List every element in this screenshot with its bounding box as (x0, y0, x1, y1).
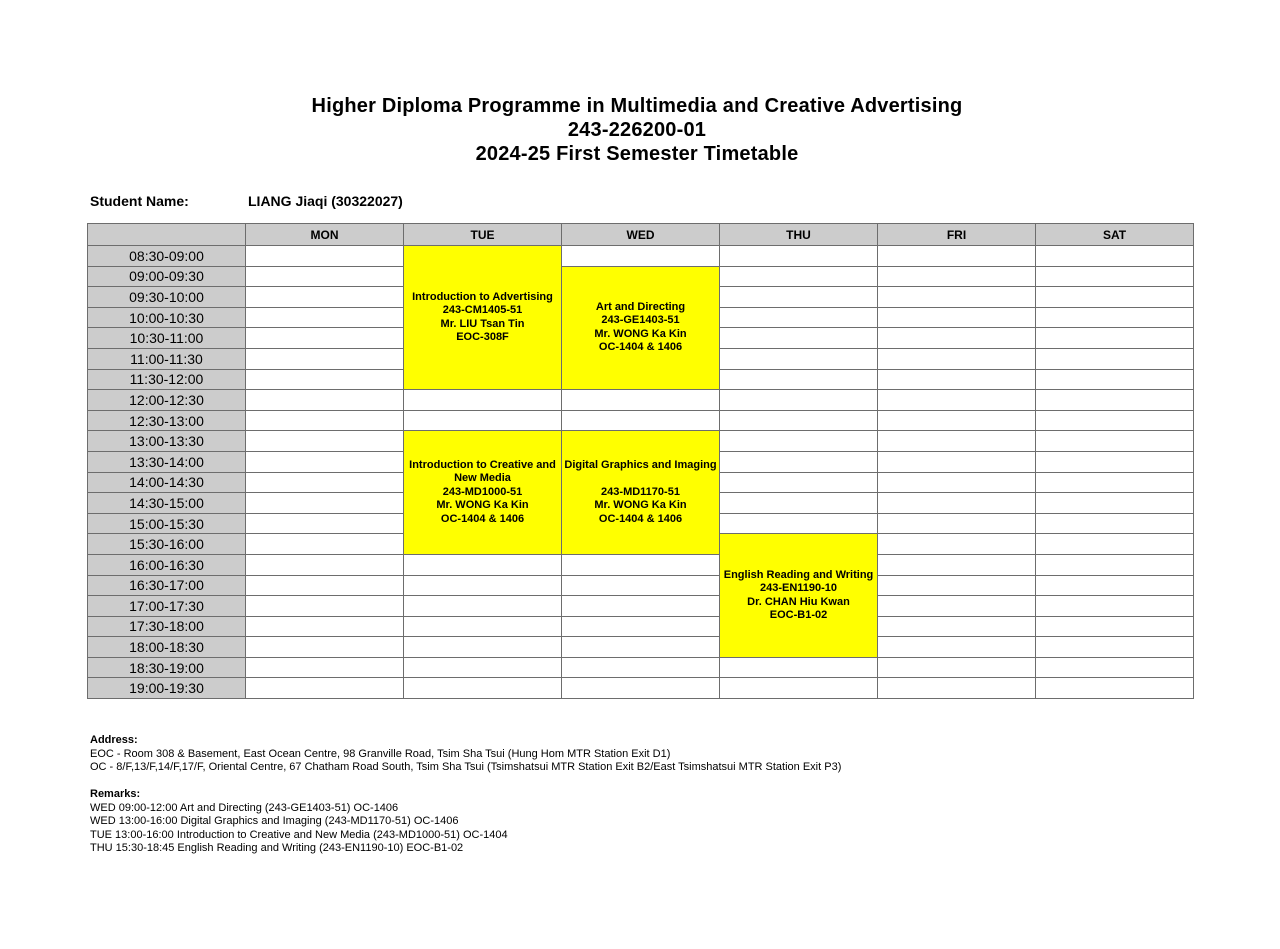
empty-slot (720, 513, 878, 534)
empty-slot (878, 266, 1036, 287)
empty-slot (562, 657, 720, 678)
empty-slot (878, 246, 1036, 267)
time-slot-label: 11:30-12:00 (88, 369, 246, 390)
day-header-fri: FRI (878, 224, 1036, 246)
empty-slot (720, 657, 878, 678)
class-detail-line: Introduction to Advertising (412, 290, 553, 303)
empty-slot (720, 287, 878, 308)
empty-slot (720, 390, 878, 411)
empty-slot (404, 616, 562, 637)
empty-slot (720, 369, 878, 390)
empty-slot (878, 554, 1036, 575)
class-detail-line: OC-1404 & 1406 (440, 512, 525, 525)
empty-slot (878, 410, 1036, 431)
empty-slot (878, 472, 1036, 493)
time-slot-label: 11:00-11:30 (88, 348, 246, 369)
time-row (88, 246, 1194, 267)
class-detail-line: Mr. WONG Ka Kin (594, 499, 687, 512)
student-name-value: LIANG Jiaqi (30322027) (248, 193, 403, 209)
empty-slot (246, 266, 404, 287)
empty-slot (562, 246, 720, 267)
empty-slot (720, 307, 878, 328)
empty-slot (720, 348, 878, 369)
empty-slot (878, 575, 1036, 596)
empty-slot (1036, 390, 1194, 411)
time-slot-label: 10:30-11:00 (88, 328, 246, 349)
empty-slot (246, 575, 404, 596)
time-slot-label: 17:30-18:00 (88, 616, 246, 637)
empty-slot (404, 678, 562, 699)
empty-slot (246, 596, 404, 617)
empty-slot (878, 513, 1036, 534)
class-block (720, 534, 878, 658)
class-block (404, 246, 562, 390)
class-block (562, 266, 720, 390)
empty-slot (878, 534, 1036, 555)
time-slot-label: 16:00-16:30 (88, 554, 246, 575)
empty-slot (404, 410, 562, 431)
time-slot-label: 08:30-09:00 (88, 246, 246, 267)
class-block (404, 431, 562, 555)
day-header-mon: MON (246, 224, 404, 246)
time-slot-label: 14:00-14:30 (88, 472, 246, 493)
empty-slot (562, 554, 720, 575)
class-detail-line (562, 472, 719, 486)
time-slot-label: 09:30-10:00 (88, 287, 246, 308)
remarks-heading: Remarks: (90, 788, 141, 800)
time-slot-label: 15:30-16:00 (88, 534, 246, 555)
class-detail-line: 243-EN1190-10 (759, 582, 838, 595)
empty-slot (1036, 493, 1194, 514)
time-slot-label: 19:00-19:30 (88, 678, 246, 699)
empty-slot (404, 657, 562, 678)
empty-slot (720, 451, 878, 472)
time-slot-label: 12:00-12:30 (88, 390, 246, 411)
class-detail-line: Mr. LIU Tsan Tin (440, 317, 525, 330)
empty-slot (1036, 246, 1194, 267)
empty-slot (404, 596, 562, 617)
empty-slot (878, 616, 1036, 637)
empty-slot (1036, 678, 1194, 699)
empty-slot (878, 596, 1036, 617)
time-slot-label: 12:30-13:00 (88, 410, 246, 431)
empty-slot (404, 554, 562, 575)
class-detail-line: Dr. CHAN Hiu Kwan (747, 595, 850, 608)
empty-slot (878, 307, 1036, 328)
time-row (88, 616, 1194, 637)
time-slot-label: 15:00-15:30 (88, 513, 246, 534)
empty-slot (1036, 472, 1194, 493)
empty-slot (404, 575, 562, 596)
empty-slot (246, 616, 404, 637)
empty-slot (1036, 616, 1194, 637)
empty-slot (720, 410, 878, 431)
remark-line: WED 09:00-12:00 Art and Directing (243-GE1403-51) OC-1406 (90, 801, 399, 814)
empty-slot (1036, 266, 1194, 287)
time-row (88, 637, 1194, 658)
empty-slot (878, 369, 1036, 390)
time-row (88, 390, 1194, 411)
address-heading: Address: (90, 734, 138, 746)
empty-slot (562, 678, 720, 699)
time-slot-label: 17:00-17:30 (88, 596, 246, 617)
empty-slot (404, 637, 562, 658)
empty-slot (878, 678, 1036, 699)
empty-slot (246, 472, 404, 493)
address-line: EOC - Room 308 & Basement, East Ocean Centre, 98 Granville Road, Tsim Sha Tsui (Hung Hom MTR Station Exit D1) (90, 747, 671, 760)
empty-slot (404, 390, 562, 411)
time-slot-label: 14:30-15:00 (88, 493, 246, 514)
class-detail-line: EOC-B1-02 (769, 609, 828, 622)
remark-line: TUE 13:00-16:00 Introduction to Creative and New Media (243-MD1000-51) OC-1404 (90, 828, 508, 841)
class-detail-line: Mr. WONG Ka Kin (436, 499, 529, 512)
day-header-tue: TUE (404, 224, 562, 246)
empty-slot (1036, 637, 1194, 658)
empty-slot (246, 534, 404, 555)
class-detail-line: 243-MD1000-51 (442, 485, 523, 498)
time-row (88, 554, 1194, 575)
empty-slot (878, 493, 1036, 514)
empty-slot (246, 410, 404, 431)
time-row (88, 266, 1194, 287)
empty-slot (1036, 287, 1194, 308)
class-detail-line: English Reading and Writing (723, 568, 874, 581)
empty-slot (246, 554, 404, 575)
time-slot-label: 09:00-09:30 (88, 266, 246, 287)
class-detail-line: Art and Directing (595, 300, 686, 313)
empty-slot (1036, 348, 1194, 369)
empty-slot (1036, 513, 1194, 534)
empty-slot (720, 246, 878, 267)
empty-slot (1036, 534, 1194, 555)
class-block (562, 431, 720, 555)
empty-slot (246, 348, 404, 369)
programme-title: Higher Diploma Programme in Multimedia and Creative Advertising (311, 95, 963, 117)
empty-slot (720, 493, 878, 514)
class-detail-line: Digital Graphics and Imaging (564, 458, 717, 471)
time-row (88, 596, 1194, 617)
empty-slot (246, 369, 404, 390)
class-detail-line: Mr. WONG Ka Kin (594, 327, 687, 340)
address-line: OC - 8/F,13/F,14/F,17/F, Oriental Centre, 67 Chatham Road South, Tsim Sha Tsui (Tsimshatsui MTR Station Exit B2/East Tsimshatsui MTR Station Exit P3) (90, 761, 842, 774)
empty-slot (246, 390, 404, 411)
empty-slot (1036, 431, 1194, 452)
empty-slot (720, 431, 878, 452)
day-header-wed: WED (562, 224, 720, 246)
class-detail-line: EOC-308F (456, 331, 509, 344)
empty-slot (246, 678, 404, 699)
time-slot-label: 10:00-10:30 (88, 307, 246, 328)
class-detail-line: OC-1404 & 1406 (598, 341, 683, 354)
class-detail-line: 243-MD1170-51 (601, 485, 680, 498)
empty-slot (878, 328, 1036, 349)
remark-line: THU 15:30-18:45 English Reading and Writing (243-EN1190-10) EOC-B1-02 (90, 842, 464, 855)
empty-slot (1036, 410, 1194, 431)
time-slot-label: 16:30-17:00 (88, 575, 246, 596)
empty-slot (246, 307, 404, 328)
class-detail-line: OC-1404 & 1406 (598, 512, 683, 525)
day-header-thu: THU (720, 224, 878, 246)
empty-slot (1036, 369, 1194, 390)
empty-slot (1036, 328, 1194, 349)
time-slot-label: 18:30-19:00 (88, 657, 246, 678)
empty-slot (878, 637, 1036, 658)
empty-slot (246, 246, 404, 267)
empty-slot (720, 678, 878, 699)
empty-slot (1036, 307, 1194, 328)
empty-slot (246, 513, 404, 534)
remarks-section (90, 788, 508, 856)
empty-slot (878, 348, 1036, 369)
empty-slot (246, 637, 404, 658)
empty-slot (246, 287, 404, 308)
semester-title: 2024-25 First Semester Timetable (475, 143, 799, 165)
time-slot-label: 18:00-18:30 (88, 637, 246, 658)
programme-code: 243-226200-01 (567, 119, 707, 141)
empty-slot (246, 328, 404, 349)
empty-slot (562, 410, 720, 431)
empty-slot (1036, 657, 1194, 678)
time-slot-label: 13:00-13:30 (88, 431, 246, 452)
time-row (88, 431, 1194, 452)
empty-slot (1036, 575, 1194, 596)
class-detail-line: 243-CM1405-51 (442, 304, 523, 317)
timetable-grid (87, 223, 1194, 699)
empty-slot (720, 472, 878, 493)
class-detail-line: Introduction to Creative and New Media (409, 458, 556, 485)
empty-slot (562, 616, 720, 637)
student-name-label: Student Name: (90, 193, 189, 209)
empty-slot (878, 431, 1036, 452)
empty-slot (246, 451, 404, 472)
day-header-row (88, 224, 1194, 246)
empty-slot (246, 657, 404, 678)
empty-slot (562, 637, 720, 658)
empty-slot (1036, 596, 1194, 617)
student-info (90, 193, 403, 209)
empty-slot (878, 390, 1036, 411)
time-row (88, 678, 1194, 699)
empty-slot (878, 657, 1036, 678)
address-section (90, 734, 841, 775)
empty-slot (720, 328, 878, 349)
empty-slot (246, 431, 404, 452)
empty-slot (1036, 451, 1194, 472)
remark-line: WED 13:00-16:00 Digital Graphics and Imaging (243-MD1170-51) OC-1406 (90, 815, 459, 828)
class-detail-line: 243-GE1403-51 (601, 314, 680, 327)
timetable-title-block (0, 94, 1274, 166)
day-header-sat: SAT (1036, 224, 1194, 246)
time-slot-label: 13:30-14:00 (88, 451, 246, 472)
time-row (88, 410, 1194, 431)
empty-slot (562, 390, 720, 411)
empty-slot (878, 451, 1036, 472)
time-row (88, 657, 1194, 678)
empty-slot (878, 287, 1036, 308)
timetable-body (88, 246, 1194, 699)
time-row (88, 575, 1194, 596)
empty-slot (1036, 554, 1194, 575)
empty-slot (562, 596, 720, 617)
empty-slot (246, 493, 404, 514)
empty-slot (562, 575, 720, 596)
empty-slot (720, 266, 878, 287)
corner-cell (88, 224, 246, 246)
